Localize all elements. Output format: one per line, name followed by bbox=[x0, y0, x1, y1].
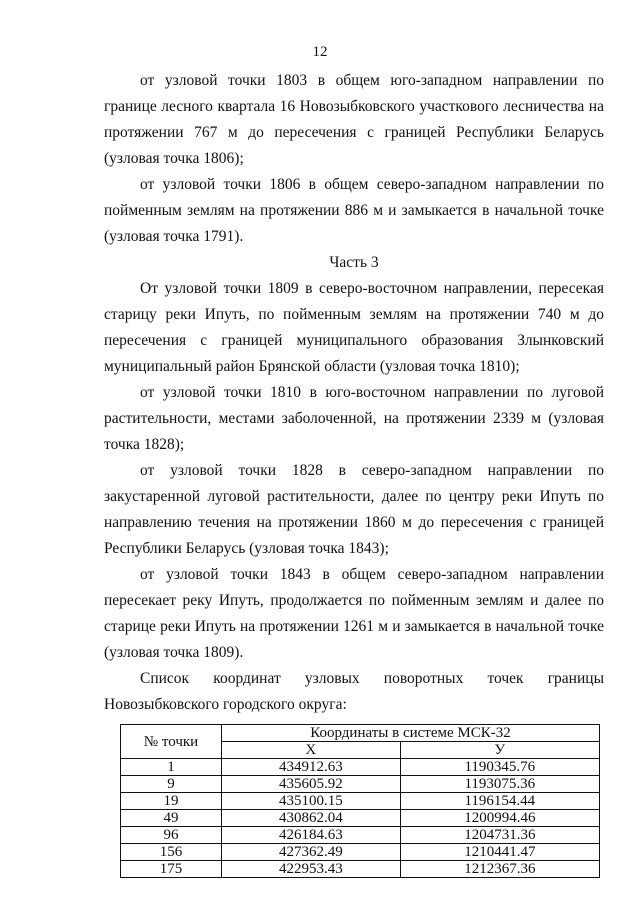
paragraph: от узловой точки 1843 в общем северо-западном направлении пересекает реку Ипуть, продолжается по пойменным землям и далее по старице реки Ипуть на протяжении 1261 м и замыкается в начальной точке (узловая точка 1809). bbox=[104, 566, 604, 661]
table-row bbox=[121, 759, 600, 776]
column-header-y: У bbox=[400, 742, 599, 759]
cell-number: 9 bbox=[121, 776, 222, 793]
cell-y: 1212367.36 bbox=[400, 861, 599, 878]
cell-y: 1196154.44 bbox=[400, 793, 599, 810]
cell-y: 1200994.46 bbox=[400, 810, 599, 827]
table-row bbox=[121, 776, 600, 793]
cell-number: 49 bbox=[121, 810, 222, 827]
cell-number: 96 bbox=[121, 827, 222, 844]
column-header-number: № точки bbox=[121, 725, 222, 759]
table-row bbox=[121, 844, 600, 861]
table-row bbox=[121, 827, 600, 844]
cell-x: 427362.49 bbox=[222, 844, 401, 861]
column-header-coordinates: Координаты в системе МСК-32 bbox=[222, 725, 600, 742]
table-header-row bbox=[121, 725, 600, 742]
cell-y: 1193075.36 bbox=[400, 776, 599, 793]
list-intro: Список координат узловых поворотных точек границы Новозыбковского городского округа: bbox=[104, 670, 604, 713]
cell-number: 1 bbox=[121, 759, 222, 776]
column-header-x: X bbox=[222, 742, 401, 759]
cell-x: 435100.15 bbox=[222, 793, 401, 810]
cell-y: 1190345.76 bbox=[400, 759, 599, 776]
cell-y: 1204731.36 bbox=[400, 827, 599, 844]
paragraph: от узловой точки 1803 в общем юго-западном направлении по границе лесного квартала 16 Новозыбковского участкового лесничества на протяжении 767 м до пересечения с границей Республики Беларусь (узловая точка 1806); bbox=[104, 72, 604, 167]
paragraph: от узловой точки 1828 в северо-западном направлении по закустаренной луговой растительности, далее по центру реки Ипуть по направлению течения на протяжении 1860 м до пересечения с границей Республики Беларусь (узловая точка 1843); bbox=[104, 462, 604, 557]
cell-number: 175 bbox=[121, 861, 222, 878]
paragraph: от узловой точки 1806 в общем северо-западном направлении по пойменным землям на протяжении 886 м и замыкается в начальной точке (узловая точка 1791). bbox=[104, 176, 604, 245]
table-row bbox=[121, 793, 600, 810]
table-row bbox=[121, 861, 600, 878]
cell-x: 434912.63 bbox=[222, 759, 401, 776]
cell-x: 435605.92 bbox=[222, 776, 401, 793]
coordinates-table bbox=[120, 724, 600, 878]
document-body bbox=[104, 68, 604, 878]
cell-y: 1210441.47 bbox=[400, 844, 599, 861]
cell-x: 426184.63 bbox=[222, 827, 401, 844]
cell-x: 422953.43 bbox=[222, 861, 401, 878]
section-heading: Часть 3 bbox=[329, 254, 379, 271]
page-number: 12 bbox=[312, 44, 328, 60]
cell-number: 156 bbox=[121, 844, 222, 861]
table-row bbox=[121, 810, 600, 827]
cell-x: 430862.04 bbox=[222, 810, 401, 827]
cell-number: 19 bbox=[121, 793, 222, 810]
paragraph: от узловой точки 1810 в юго-восточном направлении по луговой растительности, местами заболоченной, на протяжении 2339 м (узловая точка 1828); bbox=[104, 384, 604, 453]
paragraph: От узловой точки 1809 в северо-восточном направлении, пересекая старицу реки Ипуть, по пойменным землям на протяжении 740 м до пересечения с границей муниципального образования Злынковский муниципальный район Брянской области (узловая точка 1810); bbox=[104, 280, 604, 375]
